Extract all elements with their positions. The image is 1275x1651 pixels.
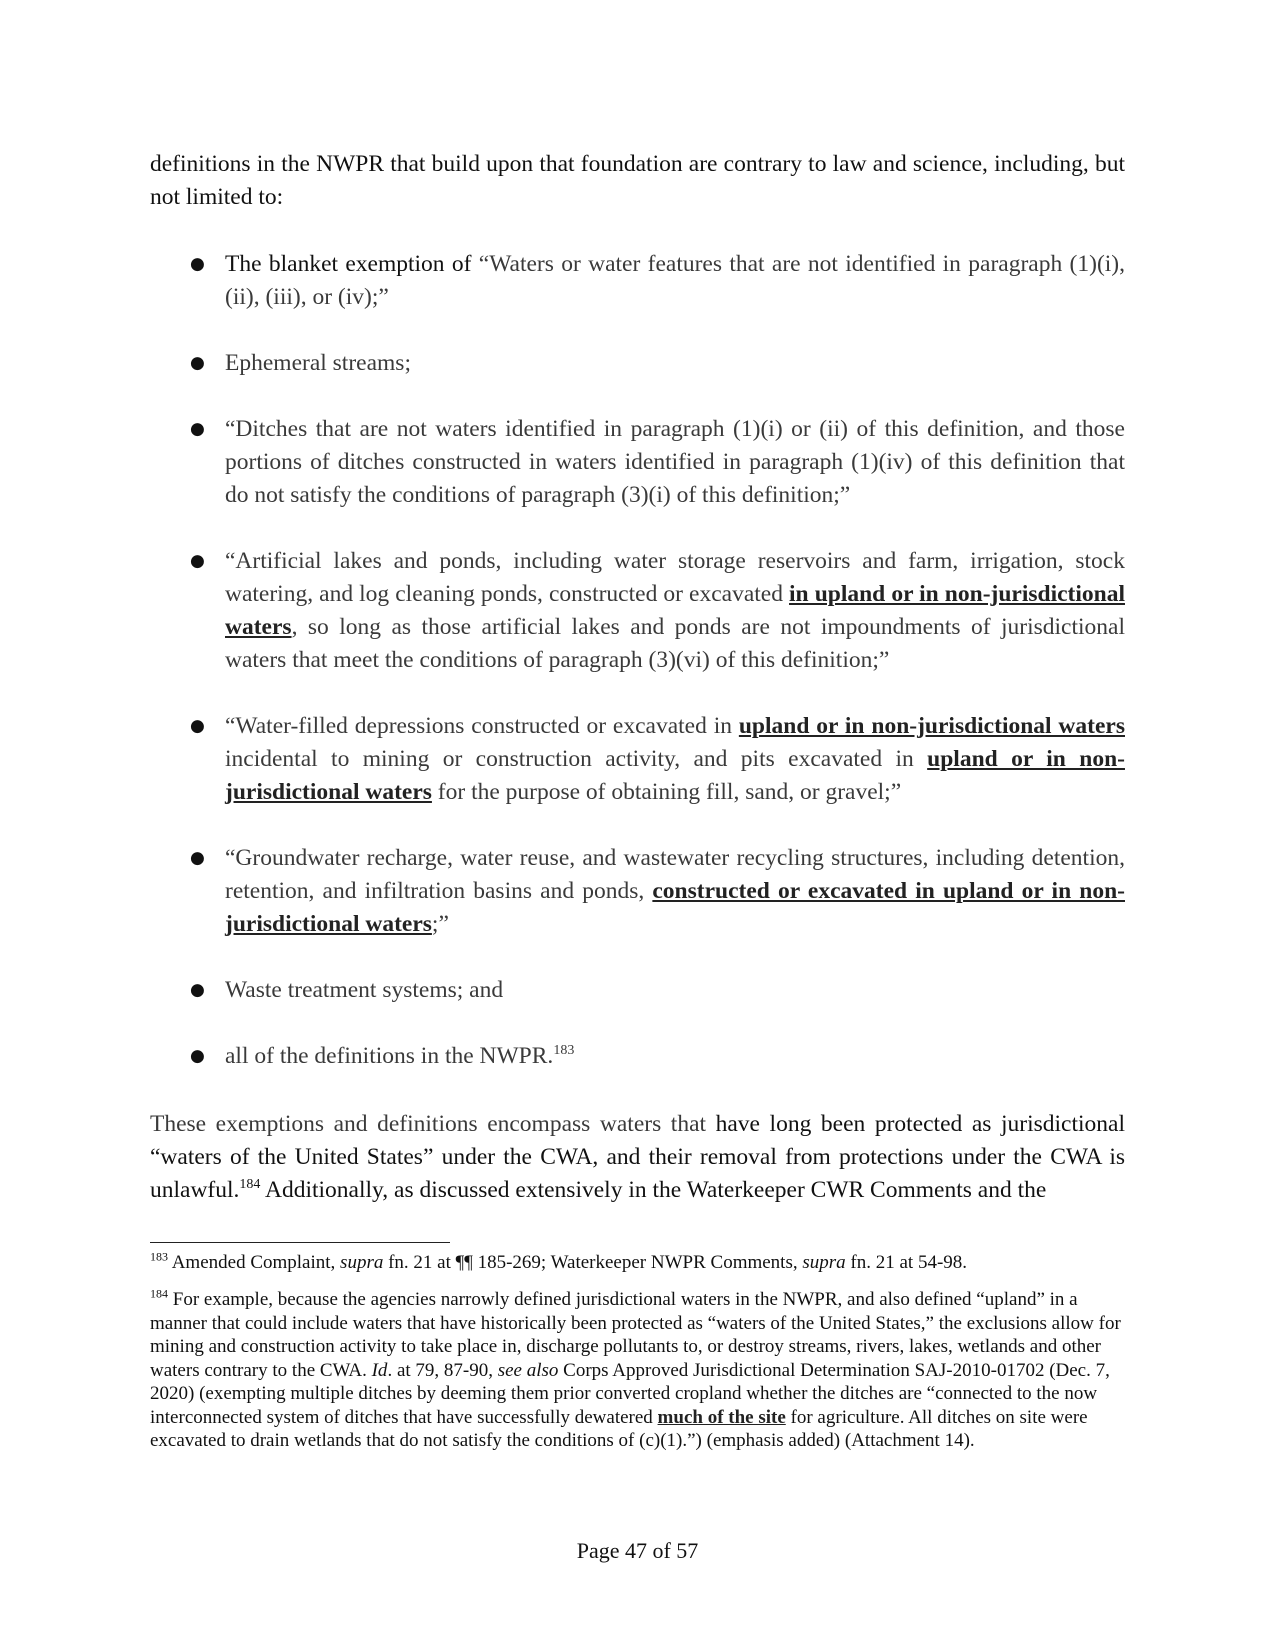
footnote-ref[interactable]: 183: [553, 1043, 575, 1059]
list-item: ● “Ditches that are not waters identified in paragraph (1)(i) or (ii) of this definition, and those portions of ditches constructed in waters identified in paragraph (1)(iv) of this definition that do not satisfy the conditions of paragraph (3)(i) of this definition;”: [150, 413, 1125, 512]
bullet-icon: ●: [190, 551, 205, 571]
footnote-ref[interactable]: 184: [239, 1177, 261, 1193]
list-item: ● “Groundwater recharge, water reuse, and wastewater recycling structures, including detention, retention, and infiltration basins and ponds, constructed or excavated in upland or in non-jurisdictional waters;”: [150, 842, 1125, 941]
bullet-icon: ●: [190, 353, 205, 373]
bullet-icon: ●: [190, 716, 205, 736]
bullet-icon: ●: [190, 254, 205, 274]
list-item: ● The blanket exemption of “Waters or water features that are not identified in paragraph (1)(i), (ii), (iii), or (iv);”: [150, 248, 1125, 314]
closing-paragraph: These exemptions and definitions encompass waters that have long been protected as jurisdictional “waters of the United States” under the CWA, and their removal from protections under the CWA is unlawful.$^{184}$ Additionally, as discussed extensively in the Waterkeeper CWR Comments and the: [150, 1111, 1125, 1203]
footnote-183: $^{183}$ Amended Complaint, supra fn. 21 at ¶¶ 185-269; Waterkeeper NWPR Comments, supra fn. 21 at 54-98.: [150, 1249, 968, 1273]
footnote-divider: [150, 1242, 450, 1243]
emphasis-text: upland or in non-jurisdictional waters: [738, 713, 1125, 739]
emphasis-text: much of the site: [657, 1406, 786, 1428]
emphasis-text: upland or in non-jurisdictional waters: [225, 746, 1125, 805]
bullet-icon: ●: [190, 848, 205, 868]
list-item: ● all of the definitions in the NWPR.$^{183}$: [150, 1040, 1125, 1073]
list-item: ● “Water-filled depressions constructed or excavated in upland or in non-jurisdictional waters incidental to mining or construction activity, and pits excavated in upland or in non-jurisdictional waters for the purpose of obtaining fill, sand, or gravel;”: [150, 710, 1125, 809]
list-item: ● “Artificial lakes and ponds, including water storage reservoirs and farm, irrigation, stock watering, and log cleaning ponds, constructed or excavated in upland or in non-jurisdictional waters, so long as those artificial lakes and ponds are not impoundments of jurisdictional waters that meet the conditions of paragraph (3)(vi) of this definition;”: [150, 545, 1125, 677]
bullet-icon: ●: [190, 419, 205, 439]
emphasis-text: constructed or excavated in upland or in non-jurisdictional waters: [225, 878, 1125, 937]
document-page: [150, 0, 1125, 1651]
list-item: ● Waste treatment systems; and: [150, 974, 1125, 1007]
page-number: Page 47 of 57: [576, 1538, 699, 1563]
intro-paragraph: definitions in the NWPR that build upon that foundation are contrary to law and science, including, but not limited to:: [150, 151, 1125, 210]
emphasis-text: in upland or in non-jurisdictional waters: [225, 581, 1125, 640]
bullet-icon: ●: [190, 1046, 205, 1066]
exemption-list: [150, 248, 1125, 1106]
list-item: ● Ephemeral streams;: [150, 347, 1125, 380]
bullet-icon: ●: [190, 980, 205, 1000]
footnote-184: $^{184}$ For example, because the agencies narrowly defined jurisdictional waters in the NWPR, and also defined “upland” in a manner that could include waters that have historically been protected as “waters of the United States,” the exclusions allow for mining and construction activity to take place in, discharge pollutants to, or destroy streams, rivers, lakes, wetlands and other waters contrary to the CWA. Id. at 79, 87-90, see also Corps Approved Jurisdictional Determination SAJ-2010-01702 (Dec. 7, 2020) (exempting multiple ditches by deeming them prior converted cropland whether the ditches are “connected to the now interconnected system of ditches that have successfully dewatered much of the site for agriculture. All ditches on site were excavated to drain wetlands that do not satisfy the conditions of (c)(1).”) (emphasis added) (Attachment 14).: [150, 1286, 1121, 1451]
